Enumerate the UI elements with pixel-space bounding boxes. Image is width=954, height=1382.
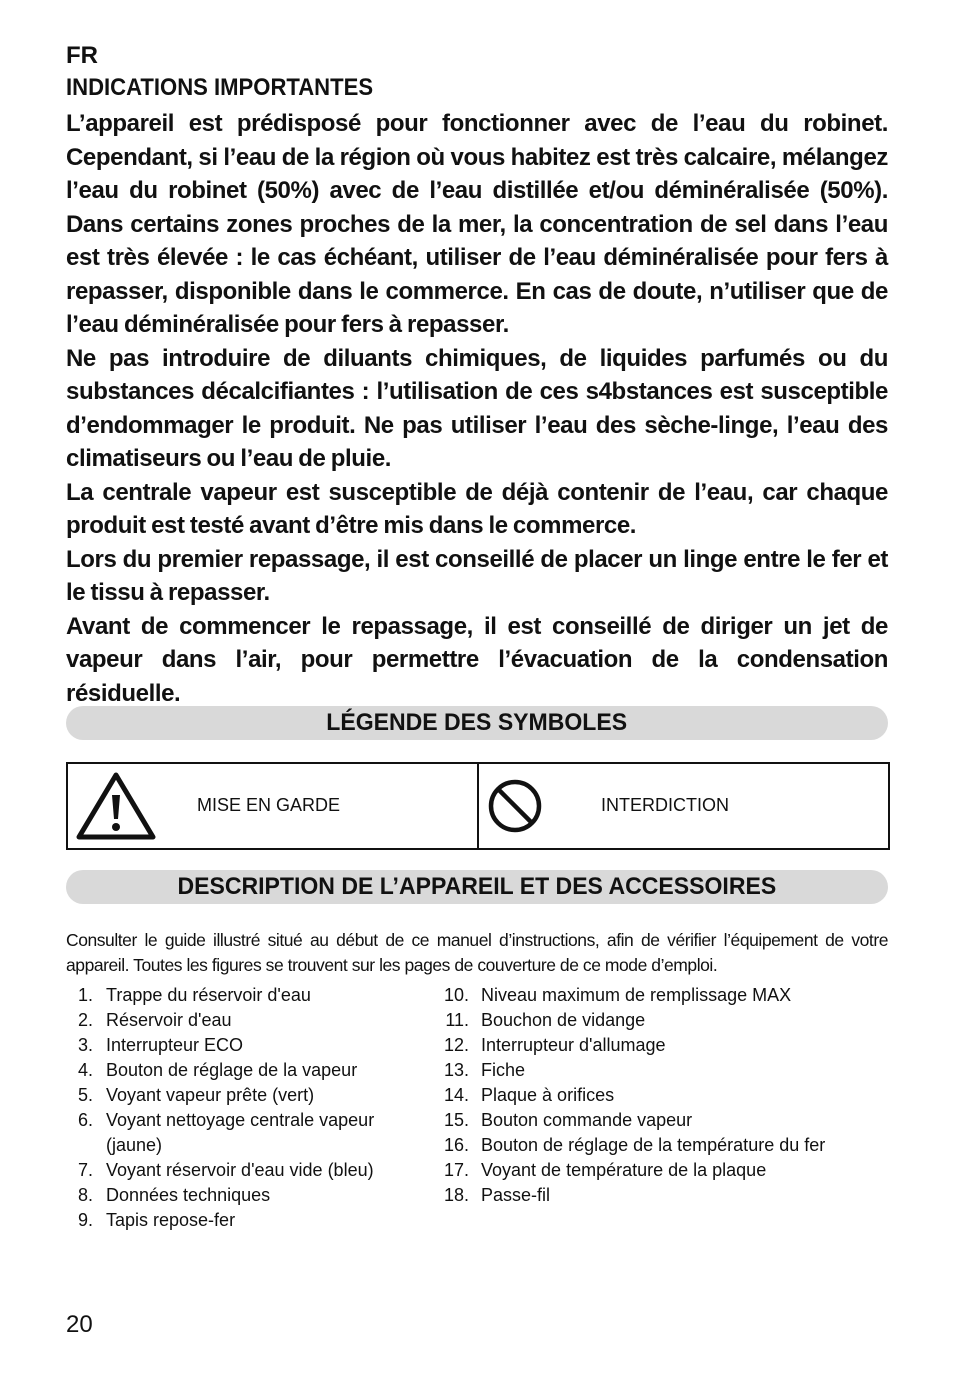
warning-label: MISE EN GARDE xyxy=(197,795,341,815)
list-item: 13. Fiche xyxy=(443,1060,526,1080)
list-item: 15. Bouton commande vapeur xyxy=(443,1110,693,1130)
legend-section-header xyxy=(66,706,888,740)
language-code: FR xyxy=(66,42,98,69)
paragraph-water-present: La centrale vapeur est susceptible de déjà contenir de l’eau, car chaque produit est testé avant d’être mis dans le commerce. xyxy=(66,478,888,539)
list-item: 10. Niveau maximum de remplissage MAX xyxy=(443,985,792,1005)
list-item: 6. Voyant nettoyage centrale vapeur (jaune) xyxy=(77,1110,375,1155)
list-item: 18. Passe-fil xyxy=(443,1185,551,1205)
paragraph-water: L’appareil est prédisposé pour fonctionner avec de l’eau du robinet. Cependant, si l’eau de la région où vous habitez est très calcaire, mélangez l’eau du robinet (50%) avec de l’eau distillée et/ou déminéralisée (50%). Dans certains zones proches de la mer, la concentration de sel dans l’eau est très élevée : le cas échéant, utiliser de l’eau déminéralisée pour fers à repasser, disponible dans le commerce. En cas de doute, n’utiliser que de l’eau déminéralisée pour fers à repasser. xyxy=(66,110,888,338)
list-item: 14. Plaque à orifices xyxy=(443,1085,615,1105)
warning-triangle-icon xyxy=(75,771,157,841)
list-item: 2. Réservoir d'eau xyxy=(77,1010,232,1030)
list-item: 17. Voyant de température de la plaque xyxy=(443,1160,767,1180)
list-item: 12. Interrupteur d'allumage xyxy=(443,1035,666,1055)
description-section-header xyxy=(66,870,888,904)
list-item: 16. Bouton de réglage de la température du fer xyxy=(443,1135,826,1155)
prohibition-icon xyxy=(486,777,544,835)
legend-warning-cell xyxy=(68,764,477,848)
list-item: 4. Bouton de réglage de la vapeur xyxy=(77,1060,358,1080)
paragraph-first-ironing: Lors du premier repassage, il est conseillé de placer un linge entre le fer et le tissu à repasser. xyxy=(66,545,888,606)
description-intro: Consulter le guide illustré situé au début de ce manuel d’instructions, afin de vérifier l’équipement de votre appareil. Toutes les figures se trouvent sur les pages de couverture de ce mode d’emploi. xyxy=(66,930,888,975)
legend-prohibition-cell xyxy=(477,764,888,848)
important-notes xyxy=(66,107,888,710)
page-number: 20 xyxy=(66,1311,93,1338)
paragraph-steam-jet: Avant de commencer le repassage, il est conseillé de diriger un jet de vapeur dans l’air, pour permettre l’évacuation de la condensation résiduelle. xyxy=(66,612,888,707)
description-title: DESCRIPTION DE L’APPAREIL ET DES ACCESSOIRES xyxy=(177,873,777,900)
parts-list-left xyxy=(66,983,406,1233)
parts-list-right xyxy=(440,983,888,1208)
prohibition-label: INTERDICTION xyxy=(601,795,729,815)
list-item: 5. Voyant vapeur prête (vert) xyxy=(77,1085,315,1105)
list-item: 1. Trappe du réservoir d'eau xyxy=(77,985,311,1005)
list-item: 7. Voyant réservoir d'eau vide (bleu) xyxy=(77,1160,374,1180)
legend-title: LÉGENDE DES SYMBOLES xyxy=(326,709,628,736)
list-item: 9. Tapis repose-fer xyxy=(77,1210,236,1230)
important-heading: INDICATIONS IMPORTANTES xyxy=(66,74,374,101)
list-item: 3. Interrupteur ECO xyxy=(77,1035,244,1055)
list-item: 8. Données techniques xyxy=(77,1185,271,1205)
symbol-legend-table xyxy=(66,762,890,850)
list-item: 11. Bouchon de vidange xyxy=(445,1010,646,1030)
paragraph-chemicals: Ne pas introduire de diluants chimiques, de liquides parfumés ou du substances décalcifiantes : l’utilisation de ces s4bstances est susceptible d’endommager le produit. Ne pas utiliser l’eau des sèche-linge, l’eau des climatiseurs ou l’eau de pluie. xyxy=(66,344,888,472)
